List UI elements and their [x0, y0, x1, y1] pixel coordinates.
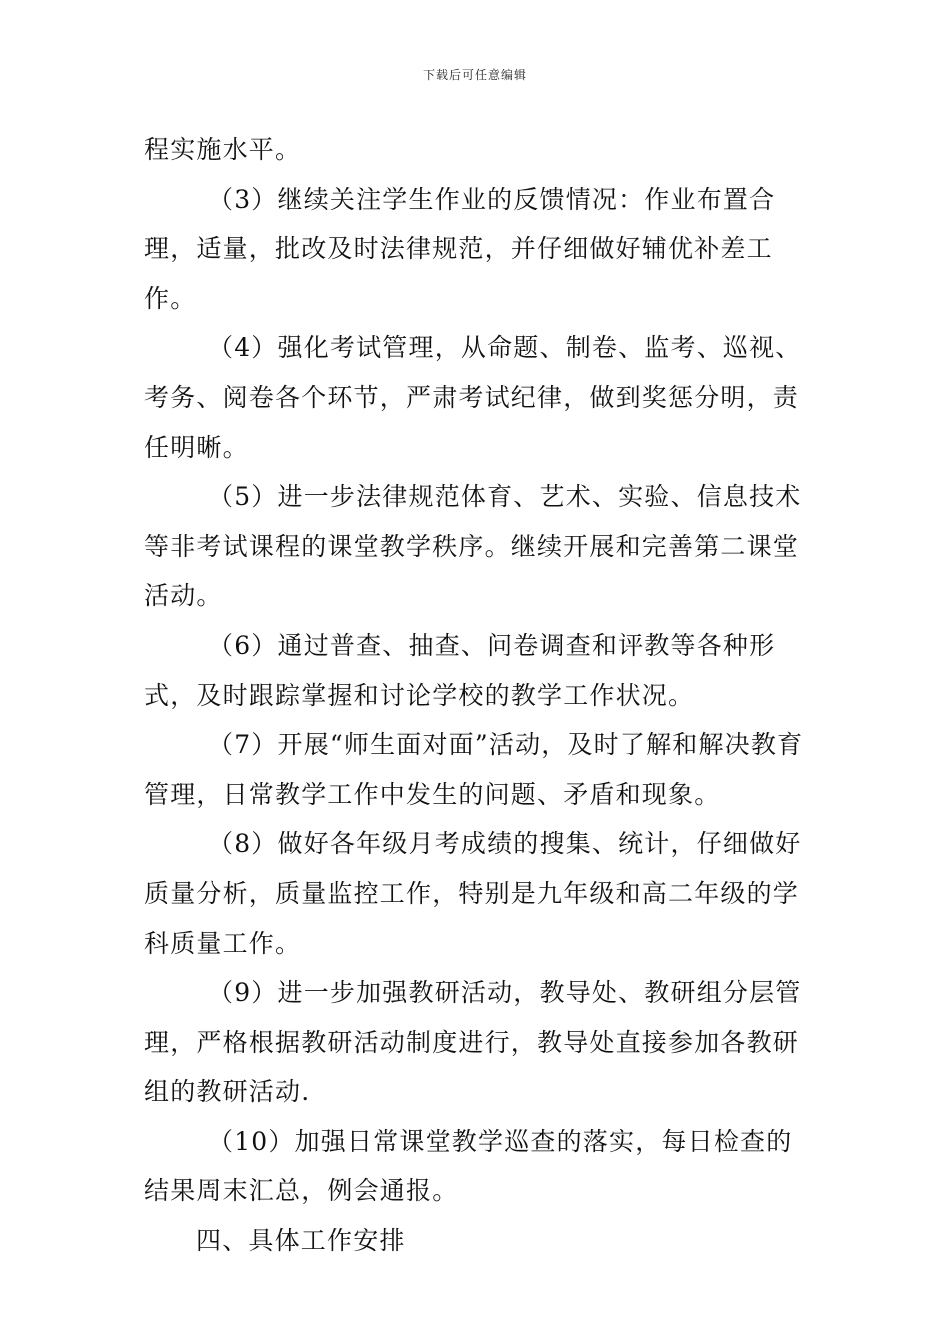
paragraph-item-4: （4）强化考试管理，从命题、制卷、监考、巡视、考务、阅卷各个环节，严肃考试纪律，做到奖惩分明，责任明晰。	[144, 333, 802, 462]
document-body	[144, 125, 814, 1266]
paragraph-item-10: （10）加强日常课堂教学巡查的落实，每日检查的结果周末汇总，例会通报。	[144, 1126, 793, 1206]
paragraph-item-5: （5）进一步法律规范体育、艺术、实验、信息技术等非考试课程的课堂教学秩序。继续开展和完善第二课堂活动。	[144, 482, 802, 611]
section-heading: 四、具体工作安排	[196, 1226, 406, 1256]
paragraph-item-6: （6）通过普查、抽查、问卷调查和评教等各种形式，及时跟踪掌握和讨论学校的教学工作状况。	[144, 630, 776, 710]
paragraph-item-7: （7）开展“师生面对面”活动，及时了解和解决教育管理，日常教学工作中发生的问题、矛盾和现象。	[144, 730, 804, 809]
paragraph-item-8: （8）做好各年级月考成绩的搜集、统计，仔细做好质量分析，质量监控工作，特别是九年级和高二年级的学科质量工作。	[144, 829, 802, 958]
paragraph-continuation: 程实施水平。	[144, 135, 302, 164]
page-header-note: 下载后可任意编辑	[422, 68, 527, 82]
paragraph-item-3: （3）继续关注学生作业的反馈情况：作业布置合理，适量，批改及时法律规范，并仔细做好辅优补差工作。	[144, 184, 776, 313]
paragraph-item-9: （9）进一步加强教研活动，教导处、教研组分层管理，严格根据教研活动制度进行，教导处直接参加各教研组的教研活动.	[144, 978, 802, 1107]
